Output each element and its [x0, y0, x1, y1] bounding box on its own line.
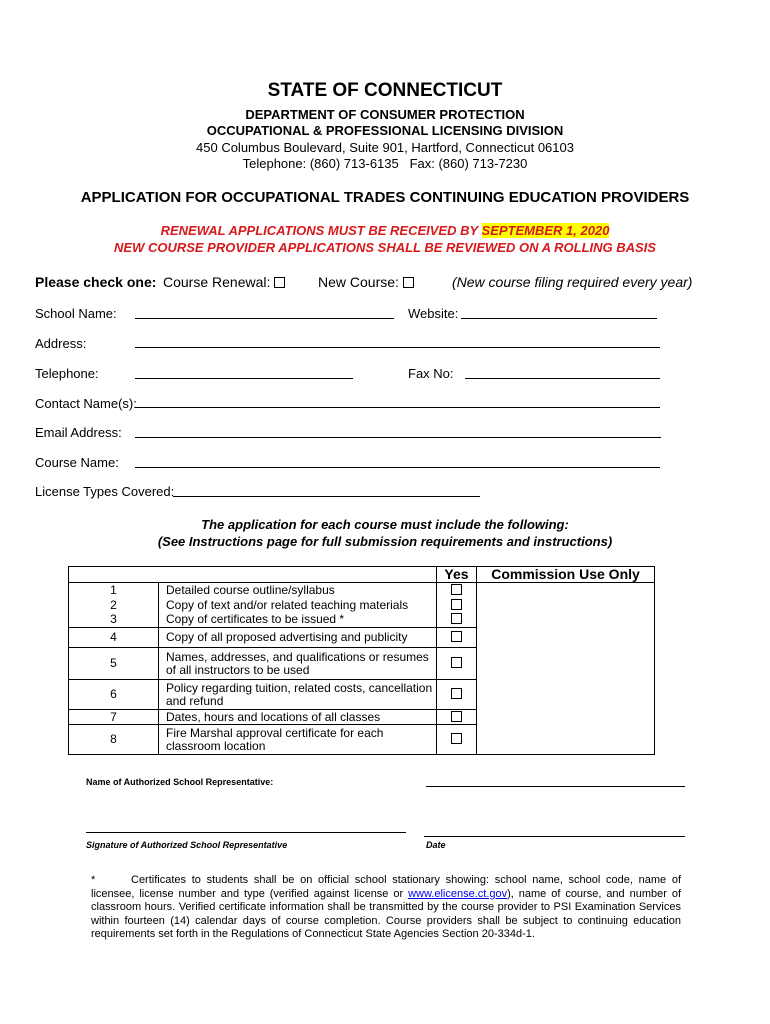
new-course-checkbox[interactable] [403, 277, 414, 288]
item-description: Detailed course outline/syllabus [159, 583, 437, 598]
yes-checkbox[interactable] [451, 711, 462, 722]
table-header-blank [159, 567, 437, 583]
license-types-label: License Types Covered: [35, 484, 175, 499]
yes-checkbox[interactable] [451, 584, 462, 595]
item-description: Copy of text and/or related teaching materials [159, 598, 437, 613]
new-course-note: (New course filing required every year) [452, 274, 693, 290]
yes-checkbox[interactable] [451, 631, 462, 642]
date-field[interactable] [424, 836, 685, 837]
check-one-row [35, 274, 156, 290]
requirements-table [68, 566, 655, 755]
new-course-label: New Course: [318, 274, 399, 290]
date-label: Date [426, 840, 446, 850]
telephone-field[interactable] [135, 378, 353, 379]
department-name: DEPARTMENT OF CONSUMER PROTECTION [245, 107, 525, 122]
item-number: 2 [69, 598, 159, 613]
check-one-label: Please check one: [35, 274, 157, 290]
item-yes-cell[interactable] [437, 613, 477, 628]
elicense-link[interactable]: www.elicense.ct.gov [408, 887, 508, 900]
new-course-option[interactable] [318, 274, 414, 290]
course-renewal-label: Course Renewal: [163, 274, 271, 290]
item-yes-cell[interactable] [437, 583, 477, 598]
application-title: APPLICATION FOR OCCUPATIONAL TRADES CONTINUING EDUCATION PROVIDERS [80, 189, 690, 206]
address-field[interactable] [135, 347, 660, 348]
yes-checkbox[interactable] [451, 688, 462, 699]
contact-field[interactable] [135, 407, 660, 408]
renewal-deadline: SEPTEMBER 1, 2020 [481, 223, 610, 238]
address-label: Address: [35, 336, 87, 351]
item-yes-cell[interactable] [437, 710, 477, 725]
school-name-field[interactable] [135, 318, 394, 319]
renewal-notice-text: RENEWAL APPLICATIONS MUST BE RECEIVED BY [160, 223, 482, 238]
item-number: 1 [69, 583, 159, 598]
fax-field[interactable] [465, 378, 660, 379]
table-header-row [69, 567, 655, 583]
item-description: Names, addresses, and qualifications or resumes of all instructors to be used [159, 648, 437, 680]
footnote-text-continued: ), name of course, and number of classroom hours. Verified certificate information shall be transmitted by the course provider to PSI Examination Services within fourteen (14) calendar days of course completion. Course providers shall be subject to continuing education requirements set forth in the Regulations of Connecticut State Agencies Section 20-334d-1. [91, 887, 681, 940]
item-number: 8 [69, 725, 159, 755]
commission-column-header: Commission Use Only [477, 567, 655, 583]
telephone-label: Telephone: [35, 366, 99, 381]
course-name-label: Course Name: [35, 455, 119, 470]
authorized-name-field[interactable] [426, 786, 685, 787]
fax-label: Fax No: [408, 366, 454, 381]
website-field[interactable] [461, 318, 657, 319]
new-course-notice: NEW COURSE PROVIDER APPLICATIONS SHALL BE REVIEWED ON A ROLLING BASIS [114, 240, 656, 255]
yes-column-header: Yes [437, 567, 477, 583]
item-number: 5 [69, 648, 159, 680]
signature-label: Signature of Authorized School Representative [86, 840, 288, 850]
email-label: Email Address: [35, 425, 122, 440]
item-number: 4 [69, 628, 159, 648]
renewal-notice [0, 223, 770, 238]
license-types-field[interactable] [173, 496, 480, 497]
office-address: 450 Columbus Boulevard, Suite 901, Hartford, Connecticut 06103 [196, 140, 574, 155]
item-description: Fire Marshal approval certificate for each classroom location [159, 725, 437, 755]
item-description: Dates, hours and locations of all classes [159, 710, 437, 725]
certificate-footnote [91, 874, 681, 942]
state-title: STATE OF CONNECTICUT [267, 80, 503, 101]
course-renewal-option[interactable] [163, 274, 285, 290]
item-number: 3 [69, 613, 159, 628]
item-yes-cell[interactable] [437, 648, 477, 680]
table-row [69, 583, 655, 598]
course-name-field[interactable] [135, 467, 660, 468]
item-yes-cell[interactable] [437, 725, 477, 755]
commission-use-cell [477, 583, 655, 755]
footnote-marker: * [91, 874, 96, 886]
website-label: Website: [408, 306, 459, 321]
course-renewal-checkbox[interactable] [274, 277, 285, 288]
item-yes-cell[interactable] [437, 680, 477, 710]
yes-checkbox[interactable] [451, 733, 462, 744]
division-name: OCCUPATIONAL & PROFESSIONAL LICENSING DIVISION [206, 123, 564, 138]
yes-checkbox[interactable] [451, 657, 462, 668]
yes-checkbox[interactable] [451, 599, 462, 610]
school-name-label: School Name: [35, 306, 117, 321]
item-yes-cell[interactable] [437, 628, 477, 648]
item-yes-cell[interactable] [437, 598, 477, 613]
table-header-blank [69, 567, 159, 583]
authorized-name-label: Name of Authorized School Representative: [86, 777, 274, 787]
signature-field[interactable] [86, 832, 406, 833]
office-phones: Telephone: (860) 713-6135 Fax: (860) 713-7230 [242, 156, 528, 171]
item-description: Copy of all proposed advertising and publicity [159, 628, 437, 648]
contact-label: Contact Name(s): [35, 396, 137, 411]
footnote-text: Certificates to students shall be on official school stationary showing: school name, school code, name of licensee, license number and type (verified against license or [91, 874, 681, 900]
item-description: Copy of certificates to be issued * [159, 613, 437, 628]
item-number: 7 [69, 710, 159, 725]
email-field[interactable] [135, 437, 661, 438]
item-number: 6 [69, 680, 159, 710]
requirements-intro: The application for each course must include the following: [201, 517, 569, 532]
requirements-instructions-note: (See Instructions page for full submission requirements and instructions) [157, 534, 613, 549]
yes-checkbox[interactable] [451, 613, 462, 624]
item-description: Policy regarding tuition, related costs, cancellation and refund [159, 680, 437, 710]
